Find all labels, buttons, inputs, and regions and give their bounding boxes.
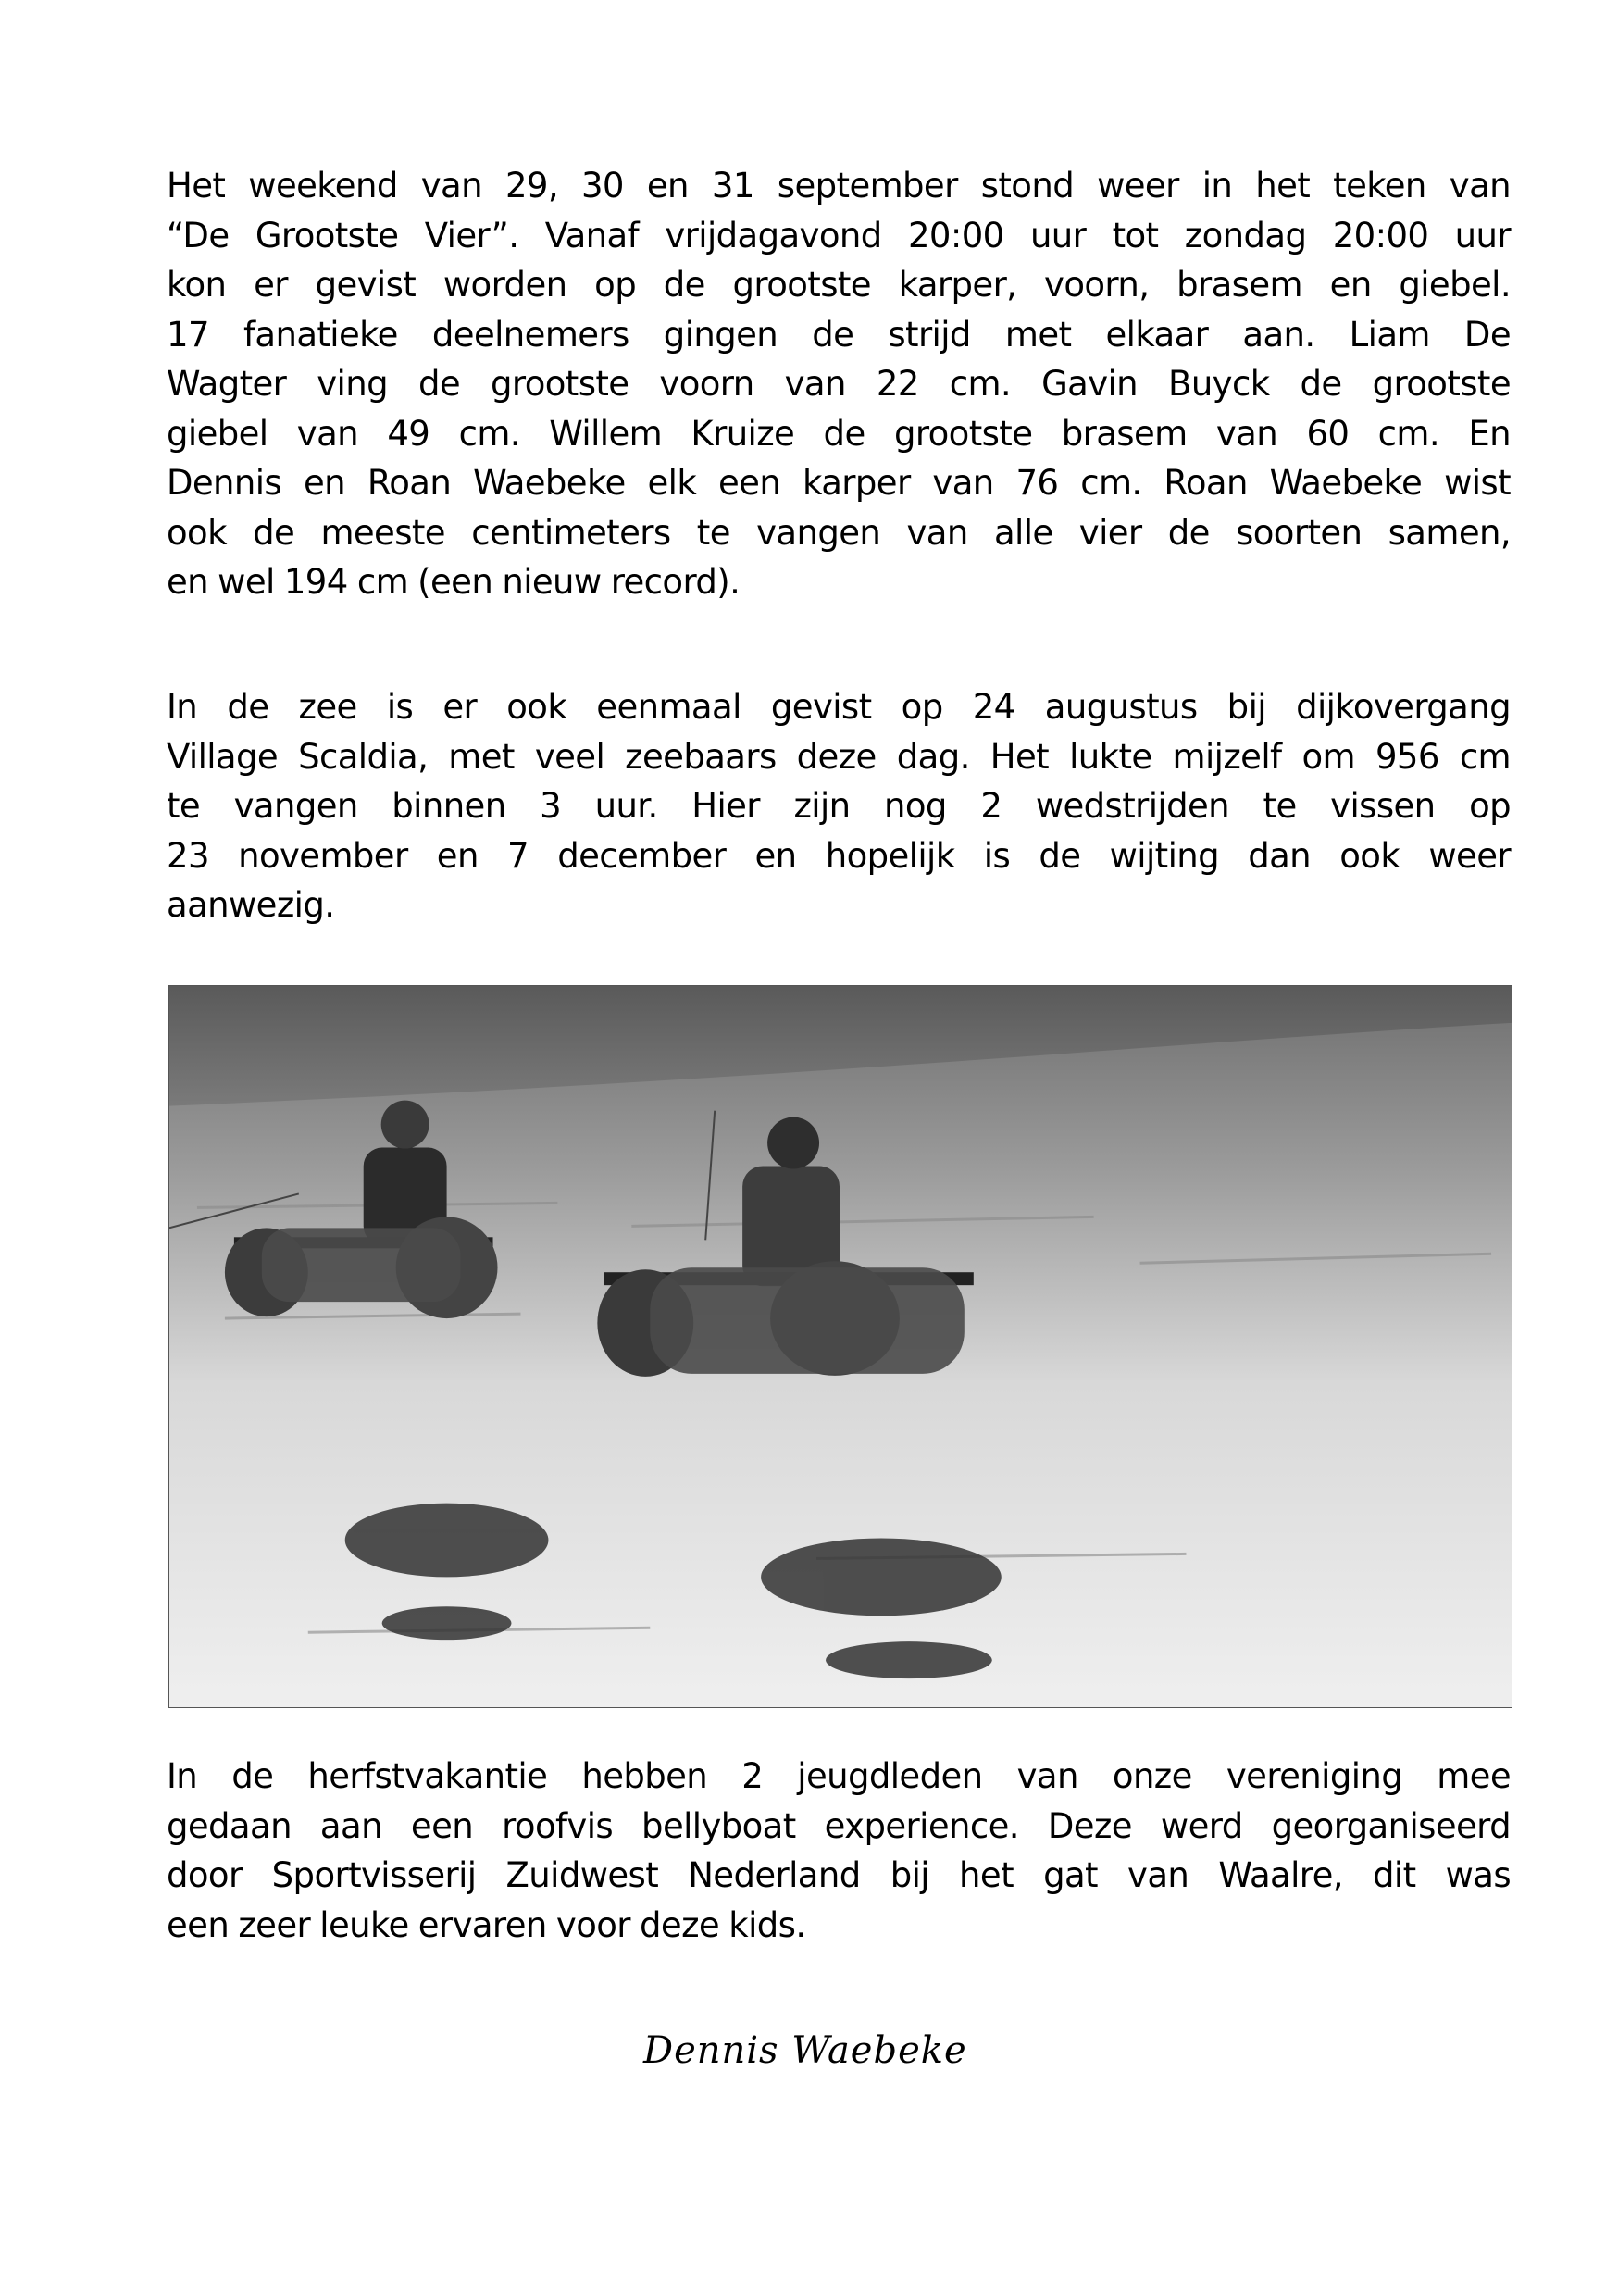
paragraph-zee-visserij xyxy=(167,682,1511,930)
text-line: aanwezig. xyxy=(167,885,335,925)
text-line: kon er gevist worden op de grootste karper, voorn, brasem en giebel. xyxy=(167,265,1511,305)
text-line: gedaan aan een roofvis bellyboat experience. Deze werd georganiseerd xyxy=(167,1805,1511,1846)
text-line: In de zee is er ook eenmaal gevist op 24 augustus bij dijkovergang xyxy=(167,687,1511,727)
author-signature: Dennis Waebeke xyxy=(643,2029,967,2072)
paragraph-herfstvakantie xyxy=(167,1752,1511,1950)
text-line: Dennis en Roan Waebeke elk een karper van 76 cm. Roan Waebeke wist xyxy=(167,463,1511,503)
photo-illustration xyxy=(169,986,1512,1707)
text-line: 17 fanatieke deelnemers gingen de strijd met elkaar aan. Liam De xyxy=(167,314,1511,355)
text-line: Village Scaldia, met veel zeebaars deze dag. Het lukte mijzelf om 956 cm xyxy=(167,736,1511,777)
bellyboat-photo xyxy=(168,985,1512,1708)
text-line: door Sportvisserij Zuidwest Nederland bij het gat van Waalre, dit was xyxy=(167,1855,1511,1895)
text-line: te vangen binnen 3 uur. Hier zijn nog 2 wedstrijden te vissen op xyxy=(167,786,1511,826)
text-line: In de herfstvakantie hebben 2 jeugdleden van onze vereniging mee xyxy=(167,1756,1511,1796)
text-line: ook de meeste centimeters te vangen van alle vier de soorten samen, xyxy=(167,512,1511,553)
text-line: en wel 194 cm (een nieuw record). xyxy=(167,562,741,602)
paragraph-de-grootste-vier xyxy=(167,161,1511,607)
text-line: giebel van 49 cm. Willem Kruize de grootste brasem van 60 cm. En xyxy=(167,413,1511,454)
text-line: “De Grootste Vier”. Vanaf vrijdagavond 20:00 uur tot zondag 20:00 uur xyxy=(167,215,1511,256)
text-line: Het weekend van 29, 30 en 31 september stond weer in het teken van xyxy=(167,166,1511,206)
text-line: 23 november en 7 december en hopelijk is de wijting dan ook weer xyxy=(167,835,1511,876)
text-line: een zeer leuke ervaren voor deze kids. xyxy=(167,1904,806,1945)
text-line: Wagter ving de grootste voorn van 22 cm. Gavin Buyck de grootste xyxy=(167,364,1511,404)
